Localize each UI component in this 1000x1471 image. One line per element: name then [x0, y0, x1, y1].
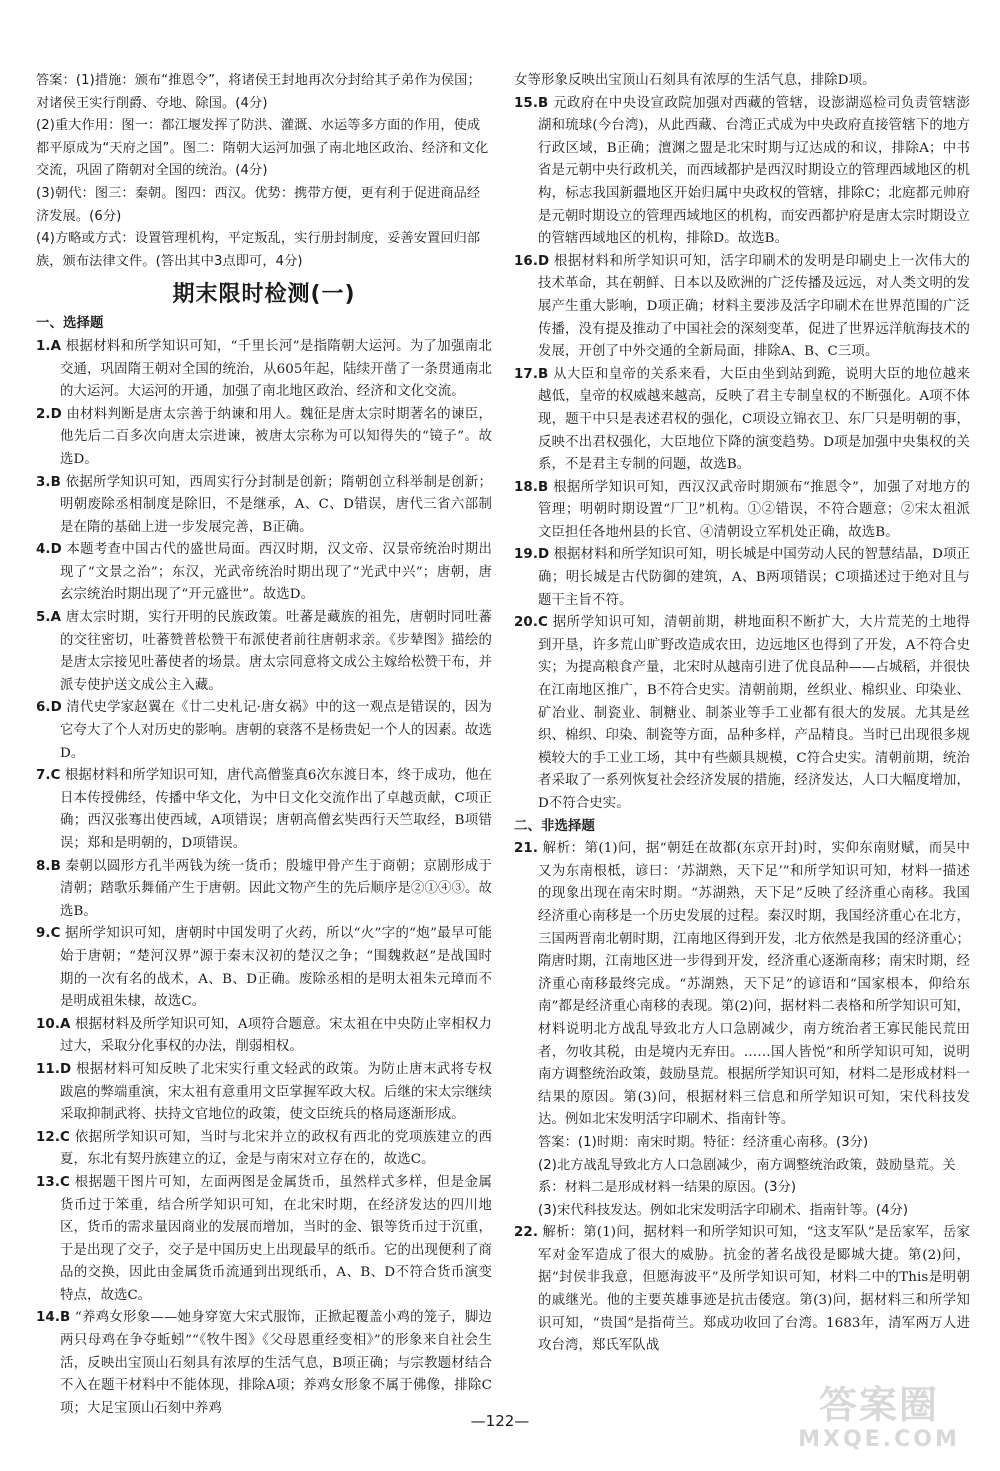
item-text: 据所学知识可知，清朝前期，耕地面积不断扩大，大片荒芜的土地得到开垦，许多荒山旷野改造成农田，边远地区也得到了开发，A不符合史实；为提高粮食产量，北宋时从越南引进了优良品种——占城稻，并很快在江南地区推广，B不符合史实。清朝前期，丝织业、棉织业、印染业、矿冶业、制瓷业、制糖业、制茶业等手工业都有很大的发展。尤其是丝织、棉织、印染、制瓷等方面，品种多样，产品精良。当时已出现很多规模较大的手工业工场，其中有些颇具规模，C符合史实。清朝前期，统治者采取了一系列恢复社会经济发展的措施，经济发达，人口大幅度增加，D不符合史实。 [538, 615, 971, 811]
right-column [514, 70, 970, 1358]
item-text: 根据材料和所学知识可知，活字印刷术的发明是印刷史上一次伟大的技术革命，其在朝鲜、日本以及欧洲的广泛传播及远远，对人类文明的发展产生重大影响，D项正确；材料主要涉及活字印刷术在世界范围的广泛传播，没有提及推动了中国社会的深刻变革，促进了世界远洋航海技术的发展，开创了中外交通的全新局面，排除A、B、C三项。 [538, 253, 970, 360]
item-number: 5.A [36, 610, 62, 626]
item [514, 364, 970, 477]
item [514, 93, 970, 251]
item-number: 7.C [36, 768, 61, 784]
previous-answer-block [36, 70, 492, 273]
item-number: 8.B [36, 858, 61, 874]
answer-part-2: (2)重大作用：图一：都江堰发挥了防洪、灌溉、水运等多方面的作用，使成都平原成为“天府之国”。图二：隋朝大运河加强了南北地区政治、经济和文化交流，巩固了隋朝对全国的统治。(4分) [36, 118, 489, 179]
item [514, 477, 970, 545]
item-text: 清代史学家赵翼在《廿二史札记·唐女祸》中的这一观点是错误的，因为它夸大了个人对历史的影响。唐朝的衰落不是杨贵妃一个人的因素。故选D。 [60, 700, 492, 761]
answer-part-1: 答案：(1)措施：颁布“推恩令”，将诸侯王封地再次分封给其子弟作为侯国；对诸侯王实行削爵、夺地、除国。(4分) [36, 73, 481, 111]
page-title: 期末限时检测(一) [172, 282, 356, 308]
item [36, 607, 492, 697]
item [36, 472, 492, 540]
item-text: “养鸡女形象——她身穿宽大宋式服饰，正掀起覆盖小鸡的笼子，脚边两只母鸡在争夺蚯蚓”“《牧牛图》《父母恩重经变相》”的形象来自社会生活，反映出宝顶山石刻具有浓厚的生活气息，B项正确；与宗教题材结合不入在题干材料中不能体现，排除A项；养鸡女形象不属于佛像，排除C项；大足宝顶山石刻中养鸡 [60, 1310, 492, 1416]
item-number: 19.D [514, 547, 550, 563]
item [36, 1172, 492, 1308]
item [36, 923, 492, 1013]
item-number: 1.A [36, 338, 62, 354]
item-text: 依据所学知识可知，当时与北宋并立的政权有西北的党项族建立的西夏，东北有契丹族建立的辽，金是与南宋对立存在的，故选C。 [60, 1129, 493, 1168]
item-text: 元政府在中央设宣政院加强对西藏的管辖，设澎湖巡检司负责管辖澎湖和琉球(今台湾)，从此西藏、台湾正式成为中央政府直接管辖下的地方行政区域，B正确；澶渊之盟是北宋时期与辽达成的和议，排除A；中书省是元朝中央行政机关，而西域都护是西汉时期设立的管理西域地区的机构，标志我国新疆地区开始归属中央政权的管辖，排除C；北庭都元帅府是元朝时期设立的管理西域地区的机构，而安西都护府是唐太宗时期设立的管辖西域地区的机构，排除D。故选B。 [538, 95, 970, 247]
item-number: 20.C [514, 615, 548, 631]
section-heading-nonchoice: 二、非选择题 [514, 818, 595, 834]
item-number: 2.D [36, 406, 62, 422]
item-text: 从大臣和皇帝的关系来看，大臣由坐到站到跪，说明大臣的地位越来越低，皇帝的权威越来越高，反映了君主专制皇权的不断强化。A项不体现，题干中只是表述君权的强化，C项设立锦衣卫、东厂只是明朝的事，反映不出君权强化，大臣地位下降的演变趋势。D项是加强中央集权的关系，不是君主专制的问题，故选B。 [538, 366, 970, 473]
item-text: 据所学知识可知，唐朝时中国发明了火药，所以“火”字的“炮”最早可能始于唐朝；“楚河汉界”源于秦末汉初的楚汉之争；“围魏救赵”是战国时期的一次有名的战术，A、B、D正确。废除丞相的是明太祖朱元璋而不是明成祖朱棣，故选C。 [60, 926, 492, 1010]
item-number: 4.D [36, 542, 62, 558]
q21-answer [514, 1132, 970, 1222]
item-text: 秦朝以圆形方孔半两钱为统一货币；殷墟甲骨产生于商朝；京剧形成于清朝；踏歌乐舞俑产生于唐朝。因此文物产生的先后顺序是②①④③。故选B。 [60, 858, 492, 919]
item-number: 10.A [36, 1016, 71, 1032]
item-text: 根据材料和所学知识可知，明长城是中国劳动人民的智慧结晶，D项正确；明长城是古代防御的建筑，A、B两项错误；C项描述过于绝对且与题干主旨不符。 [538, 547, 970, 608]
item-text: 根据材料可知反映了北宋实行重文轻武的政策。为防止唐末武将专权跋扈的弊端重演，宋太祖有意重用文臣掌握军政大权。后继的宋太宗继续采取抑制武将、扶持文官地位的政策，使文臣统兵的格局逐渐形成。 [60, 1061, 492, 1123]
answer-part-4: (4)方略或方式：设置管理机构，平定叛乱，实行册封制度，妥善安置回归部族，颁布法律文件。(答出其中3点即可，4分) [36, 231, 481, 269]
answer-part-2: (2)北方战乱导致北方人口急剧减少，南方调整统治政策，鼓励垦荒。关系：材料二是形成材料一结果的原因。(3分) [538, 1157, 956, 1196]
item [36, 1127, 492, 1172]
item [36, 1307, 492, 1420]
item-number: 6.D [36, 700, 62, 716]
answer-part-1: 答案：(1)时期：南宋时期。特征：经济重心南移。(3分) [538, 1134, 869, 1150]
analysis-text: 解析：第(1)问，据“朝廷在故都(东京开封)时，实仰东南财赋，而吴中又为东南根柢，谚曰：‘苏湖熟，天下足’”和所学知识可知，材料一描述的现象出现在南宋时期。“苏湖熟，天下足”反映了经济重心南移。我国经济重心南移是一个历史发展的过程。秦汉时期，我国经济重心在北方，三国两晋南北朝时期，江南地区得到开发，北方依然是我国的经济重心；隋唐时期，江南地区进一步得到开发，经济重心逐渐南移；南宋时期，经济重心南移最终完成。“苏湖熟，天下足”的谚语和“国家根本，仰给东南”都是经济重心南移的表现。第(2)问，据材料二表格和所学知识可知，材料说明北方战乱导致北方人口急剧减少，南方统治者王寡民能民荒田者，勿收其税，由是境内无弃田。……国人皆悦”和所学知识可知，说明南方调整统治政策，鼓励垦荒。根据所学知识可知，材料二是形成材料一结果的原因。第(3)问，根据材料三信息和所学知识可知，宋代科技发达。例如北宋发明活字印刷术、指南针等。 [538, 841, 970, 1128]
item-text: 根据所学知识可知，西汉汉武帝时期颁布“推恩令”，加强了对地方的管理；明朝时期设置“厂卫”机构。①②错误，不符合题意；②宋太祖派文臣担任各地州县的长官、④清朝设立军机处正确，故选B。 [538, 479, 970, 540]
answer-part-3: (3)宋代科技发达。例如北宋发明活字印刷术、指南针等。(4分) [538, 1202, 909, 1218]
item-number: 15.B [514, 95, 549, 111]
item-number: 16.D [514, 253, 550, 269]
item-text: 根据材料及所学知识可知，A项符合题意。宋太祖在中央防止宰相权力过大，采取分化事权的办法，削弱相权。 [60, 1016, 492, 1055]
watermark-bottom-text: MXQE.COM [798, 1427, 960, 1452]
q21-analysis [514, 838, 970, 1132]
q22-analysis [514, 1222, 970, 1358]
item-text: 本题考查中国古代的盛世局面。西汉时期，汉文帝、汉景帝统治时期出现了“文景之治”；东汉，光武帝统治时期出现了“光武中兴”；唐朝，唐玄宗统治时期出现了“开元盛世”。故选D。 [60, 542, 492, 603]
item [514, 251, 970, 364]
watermark-logo [784, 1383, 974, 1457]
item [36, 765, 492, 855]
item [36, 404, 492, 472]
page-number: —122— [470, 1412, 530, 1430]
item [514, 544, 970, 612]
item-number: 11.D [36, 1061, 72, 1077]
item-number: 17.B [514, 366, 549, 382]
item-text: 根据材料和所学知识可知，唐代高僧鉴真6次东渡日本，终于成功，他在日本传授佛经，传播中华文化，为中日文化交流作出了卓越贡献，C项正确；西汉张骞出使西域，A项错误；唐朝高僧玄奘西行天竺取经，B项错误；郑和是明朝的，D项错误。 [60, 768, 493, 851]
left-items [36, 336, 492, 1421]
item-number: 18.B [514, 479, 549, 495]
section-heading-choice: 一、选择题 [36, 316, 104, 332]
item-number: 3.B [36, 474, 61, 490]
item [36, 539, 492, 607]
item-text: 由材料判断是唐太宗善于纳谏和用人。魏征是唐太宗时期著名的谏臣，他先后二百多次向唐太宗进谏，被唐太宗称为可以知得失的“镜子”。故选D。 [60, 406, 492, 467]
item-number: 22. [514, 1225, 539, 1241]
item-number: 14.B [36, 1310, 71, 1326]
item [36, 1059, 492, 1127]
item-text: 女等形象反映出宝顶山石刻具有浓厚的生活气息，排除D项。 [514, 73, 876, 88]
item-text: 根据题干图片可知，左面两图是金属货币，虽然样式多样，但是金属货币过于笨重，结合所学知识可知，在北宋时期，在经济发达的四川地区，货币的需求量因商业的发展而增加，当时的金、银等货币过于沉重，于是出现了交子，交子是中国历史上出现最早的纸币。它的出现便利了商品的交换，因此由金属货币流通到出现纸币，A、B、D不符合货币演变特点，故选C。 [60, 1174, 493, 1303]
item-text: 根据材料和所学知识可知，“千里长河”是指隋朝大运河。为了加强南北交通，巩固隋王朝对全国的统治，从605年起，陆续开凿了一条贯通南北的大运河。大运河的开通，加强了南北地区政治、经济和文化交流。 [60, 338, 492, 400]
question-21 [514, 838, 970, 1222]
question-22 [514, 1222, 970, 1358]
item-continuation [514, 70, 970, 93]
left-column [36, 70, 492, 1420]
item-text: 唐太宗时期，实行开明的民族政策。吐蕃是藏族的祖先，唐朝时同吐蕃的交往密切，吐蕃赞普松赞干布派使者前往唐朝求亲。《步辇图》描绘的是唐太宗接见吐蕃使者的场景。唐太宗同意将文成公主嫁给松赞干布，并派专使护送文成公主入藏。 [60, 610, 493, 693]
item [514, 612, 970, 815]
item-text: 依据所学知识可知，西周实行分封制是创新；隋朝创立科举制是创新；明朝废除丞相制度是除旧，不是继承，A、C、D错误，唐代三省六部制是在隋的基础上进一步发展完善，B正确。 [60, 474, 492, 535]
item-number: 13.C [36, 1174, 70, 1190]
item [36, 1014, 492, 1059]
item-number: 9.C [36, 926, 61, 942]
item-number: 21. [514, 841, 539, 857]
item-number: 12.C [36, 1129, 70, 1145]
answer-part-3: (3)朝代：图三：秦朝。图四：西汉。优势：携带方便，更有利于促进商品经济发展。(6分) [36, 185, 481, 224]
item [36, 336, 492, 404]
item [36, 856, 492, 924]
watermark-top-text: 答案圈 [818, 1383, 939, 1427]
item [36, 697, 492, 765]
analysis-text: 解析：第(1)问，据材料一和所学知识可知，“这支军队”是岳家军，岳家军对金军造成了很大的威胁。抗金的著名战役是郾城大捷。第(2)问，据“封侯非我意，但愿海波平”及所学知识可知，材料二中的This是明朝的戚继光。他的主要英雄事迹是抗击倭寇。第(3)问，据材料三和所学知识可知，“贵国”是指荷兰。郑成功收回了台湾。1683年，清军两万人进攻台湾，郑氏军队战 [538, 1225, 971, 1354]
